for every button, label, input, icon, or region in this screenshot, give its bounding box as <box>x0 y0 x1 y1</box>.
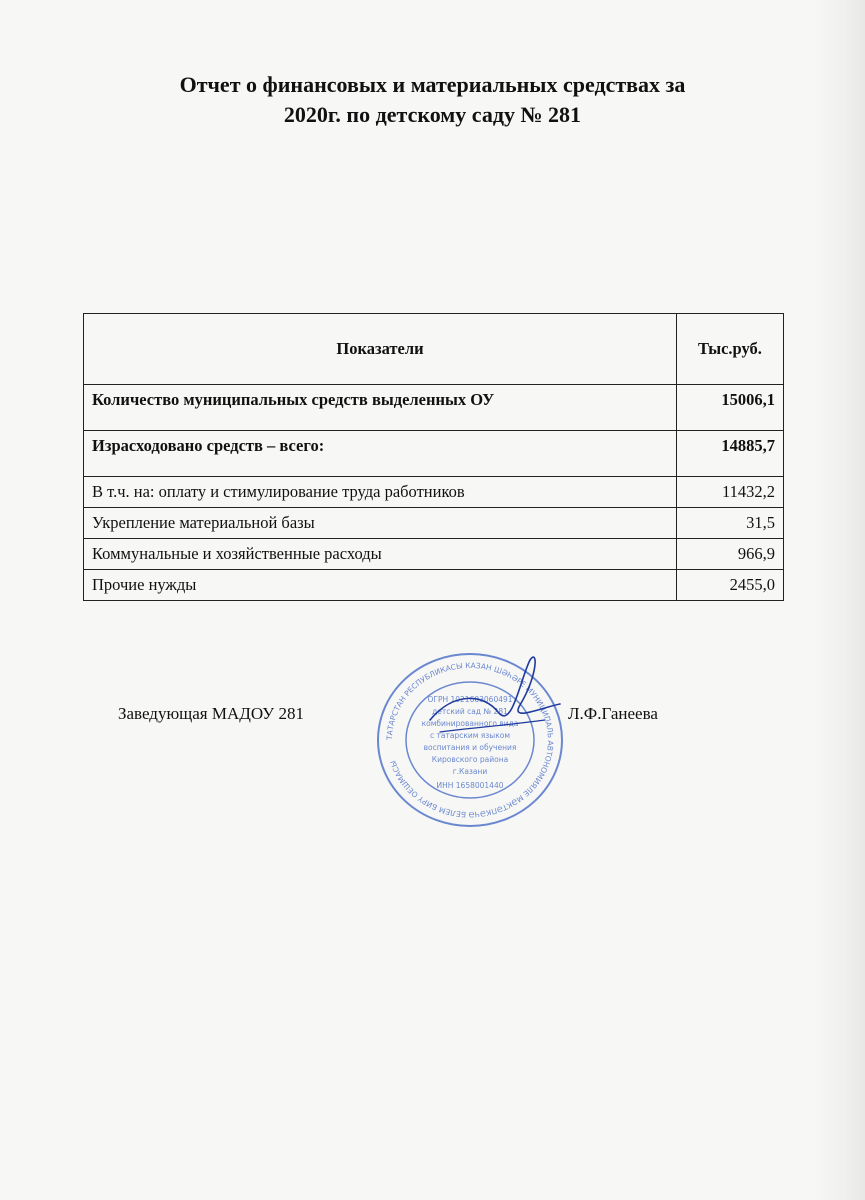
financial-report-table <box>83 313 784 601</box>
table-row <box>84 539 784 570</box>
row-value: 2455,0 <box>677 570 784 601</box>
row-label: В т.ч. на: оплату и стимулирование труда работников <box>84 477 677 508</box>
row-label: Израсходовано средств – всего: <box>84 431 677 477</box>
row-value: 14885,7 <box>677 431 784 477</box>
table-row <box>84 570 784 601</box>
stamp-outer-text: ТАТАРСТАН РЕСПУБЛИКАСЫ КАЗАН ШӘҺӘРЕ МУНИЦИПАЛЬ АВТОНОМИЯЛЕ МӘКТӘПКӘЧӘ БЕЛЕМ БИРҮ ОЕШМАСЫ <box>384 660 556 820</box>
svg-text:г.Казани: г.Казани <box>452 767 488 776</box>
row-label: Прочие нужды <box>84 570 677 601</box>
svg-text:детский сад № 281: детский сад № 281 <box>432 707 508 716</box>
svg-text:воспитания и обучения: воспитания и обучения <box>423 743 517 752</box>
official-stamp-icon <box>370 650 570 830</box>
svg-text:комбинированного вида: комбинированного вида <box>421 719 519 728</box>
row-value: 31,5 <box>677 508 784 539</box>
svg-text:ОГРН 1021603060491: ОГРН 1021603060491 <box>427 695 513 704</box>
table-row <box>84 431 784 477</box>
signatory-position: Заведующая МАДОУ 281 <box>118 704 304 723</box>
row-label: Коммунальные и хозяйственные расходы <box>84 539 677 570</box>
header-indicator: Показатели <box>84 314 677 385</box>
table-header-row <box>84 314 784 385</box>
row-value: 11432,2 <box>677 477 784 508</box>
document-title-line-2: 2020г. по детскому саду № 281 <box>283 102 582 127</box>
svg-text:Кировского района: Кировского района <box>431 755 509 764</box>
table-row <box>84 477 784 508</box>
stamp-inner-text <box>422 695 519 790</box>
svg-text:ИНН 1658001440: ИНН 1658001440 <box>436 781 504 790</box>
table-row <box>84 385 784 431</box>
row-value: 15006,1 <box>677 385 784 431</box>
row-label: Укрепление материальной базы <box>84 508 677 539</box>
svg-text:с татарским языком: с татарским языком <box>430 731 510 740</box>
row-label: Количество муниципальных средств выделенных ОУ <box>84 385 677 431</box>
header-value: Тыс.руб. <box>677 314 784 385</box>
row-value: 966,9 <box>677 539 784 570</box>
signatory-name: Л.Ф.Ганеева <box>568 704 658 723</box>
table-row <box>84 508 784 539</box>
page-edge-shadow <box>815 0 865 1200</box>
document-title <box>0 70 865 130</box>
document-title-line-1: Отчет о финансовых и материальных средствах за <box>179 72 686 97</box>
